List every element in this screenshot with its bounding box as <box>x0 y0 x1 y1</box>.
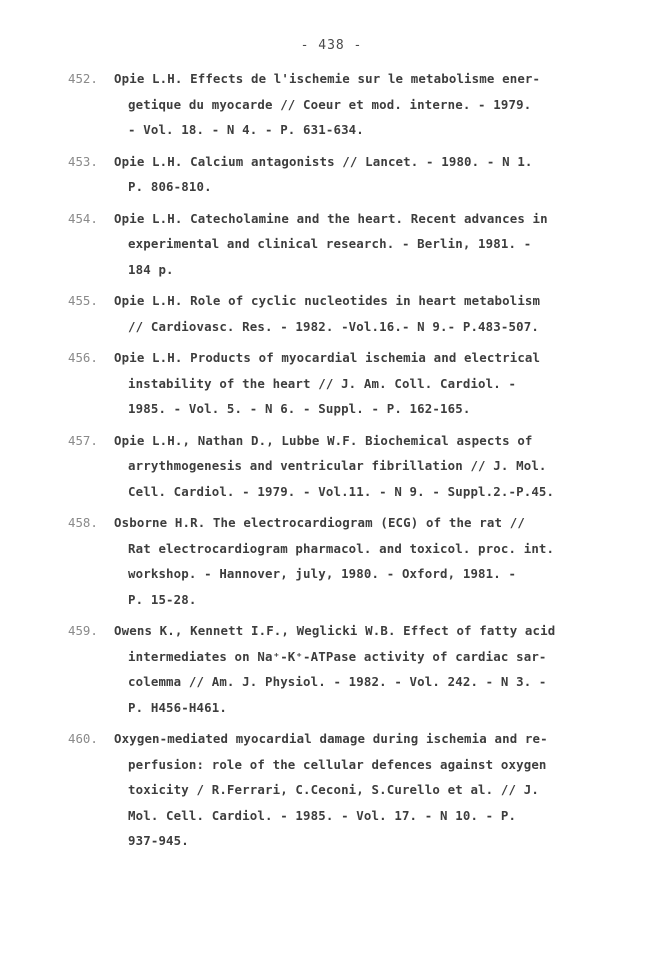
reference-line: Opie L.H. Catecholamine and the heart. Recent advances in <box>114 210 548 226</box>
reference-line: Opie L.H. Role of cyclic nucleotides in heart metabolism <box>114 293 541 308</box>
reference-item <box>68 149 628 200</box>
reference-line: experimental and clinical research. - Berlin, 1981. - <box>128 236 532 251</box>
reference-text <box>114 428 628 505</box>
reference-line: Opie L.H., Nathan D., Lubbe W.F. Biochemical aspects of <box>114 432 533 448</box>
reference-line: // Cardiovasc. Res. - 1982. -Vol.16.- N 9.- P.483-507. <box>128 318 539 334</box>
reference-line: toxicity / R.Ferrari, C.Ceconi, S.Curello et al. // J. <box>128 782 539 797</box>
reference-number: 455. <box>68 293 98 308</box>
reference-line: Oxygen-mediated myocardial damage during ischemia and re- <box>114 731 548 746</box>
reference-text <box>114 66 628 143</box>
reference-number: 458. <box>68 515 98 530</box>
reference-line: getique du myocarde // Coeur et mod. interne. - 1979. <box>128 96 532 112</box>
reference-number: 453. <box>68 153 98 169</box>
reference-line: - Vol. 18. - N 4. - P. 631-634. <box>128 122 364 137</box>
page-number: - 438 - <box>300 38 363 53</box>
reference-line: Osborne H.R. The electrocardiogram (ECG) of the rat // <box>114 515 525 530</box>
reference-line: arrythmogenesis and ventricular fibrillation // J. Mol. <box>128 458 547 473</box>
reference-item <box>68 345 628 422</box>
reference-line: Opie L.H. Products of myocardial ischemia and electrical <box>114 350 541 365</box>
reference-number: 454. <box>68 210 98 226</box>
reference-line: Rat electrocardiogram pharmacol. and toxicol. proc. int. <box>128 540 555 556</box>
reference-line: perfusion: role of the cellular defences against oxygen <box>128 756 547 772</box>
reference-number: 456. <box>68 350 98 365</box>
reference-line: 937-945. <box>128 833 189 848</box>
reference-text <box>114 618 628 720</box>
reference-line: Mol. Cell. Cardiol. - 1985. - Vol. 17. - N 10. - P. <box>128 807 517 823</box>
reference-item <box>68 618 628 720</box>
reference-number: 457. <box>68 432 98 448</box>
reference-line: colemma // Am. J. Physiol. - 1982. - Vol. 242. - N 3. - <box>128 674 547 689</box>
reference-line: 1985. - Vol. 5. - N 6. - Suppl. - P. 162-165. <box>128 401 471 416</box>
reference-item <box>68 510 628 612</box>
reference-line: Owens K., Kennett I.F., Weglicki W.B. Effect of fatty acid <box>114 623 556 638</box>
reference-line: P. H456-H461. <box>128 699 227 715</box>
reference-line: intermediates on Na⁺-K⁺-ATPase activity of cardiac sar- <box>128 648 547 664</box>
reference-text <box>114 288 628 339</box>
reference-line: Opie L.H. Calcium antagonists // Lancet. - 1980. - N 1. <box>114 153 533 169</box>
reference-line: 184 p. <box>128 261 174 277</box>
reference-text <box>114 726 628 854</box>
reference-line: Opie L.H. Effects de l'ischemie sur le metabolisme ener- <box>114 71 541 86</box>
reference-line: P. 15-28. <box>128 591 197 607</box>
reference-item <box>68 66 628 143</box>
reference-line: Cell. Cardiol. - 1979. - Vol.11. - N 9. - Suppl.2.-P.45. <box>128 483 555 499</box>
reference-number: 460. <box>68 731 98 746</box>
reference-item <box>68 726 628 854</box>
reference-text <box>114 345 628 422</box>
reference-list <box>68 66 628 860</box>
reference-line: workshop. - Hannover, july, 1980. - Oxford, 1981. - <box>128 566 517 581</box>
reference-text <box>114 149 628 200</box>
reference-line: P. 806-810. <box>128 179 212 194</box>
reference-text <box>114 510 628 612</box>
reference-item <box>68 206 628 283</box>
reference-line: instability of the heart // J. Am. Coll. Cardiol. - <box>128 375 517 391</box>
reference-item <box>68 288 628 339</box>
reference-text <box>114 206 628 283</box>
reference-number: 459. <box>68 623 98 638</box>
reference-item <box>68 428 628 505</box>
reference-number: 452. <box>68 71 98 86</box>
